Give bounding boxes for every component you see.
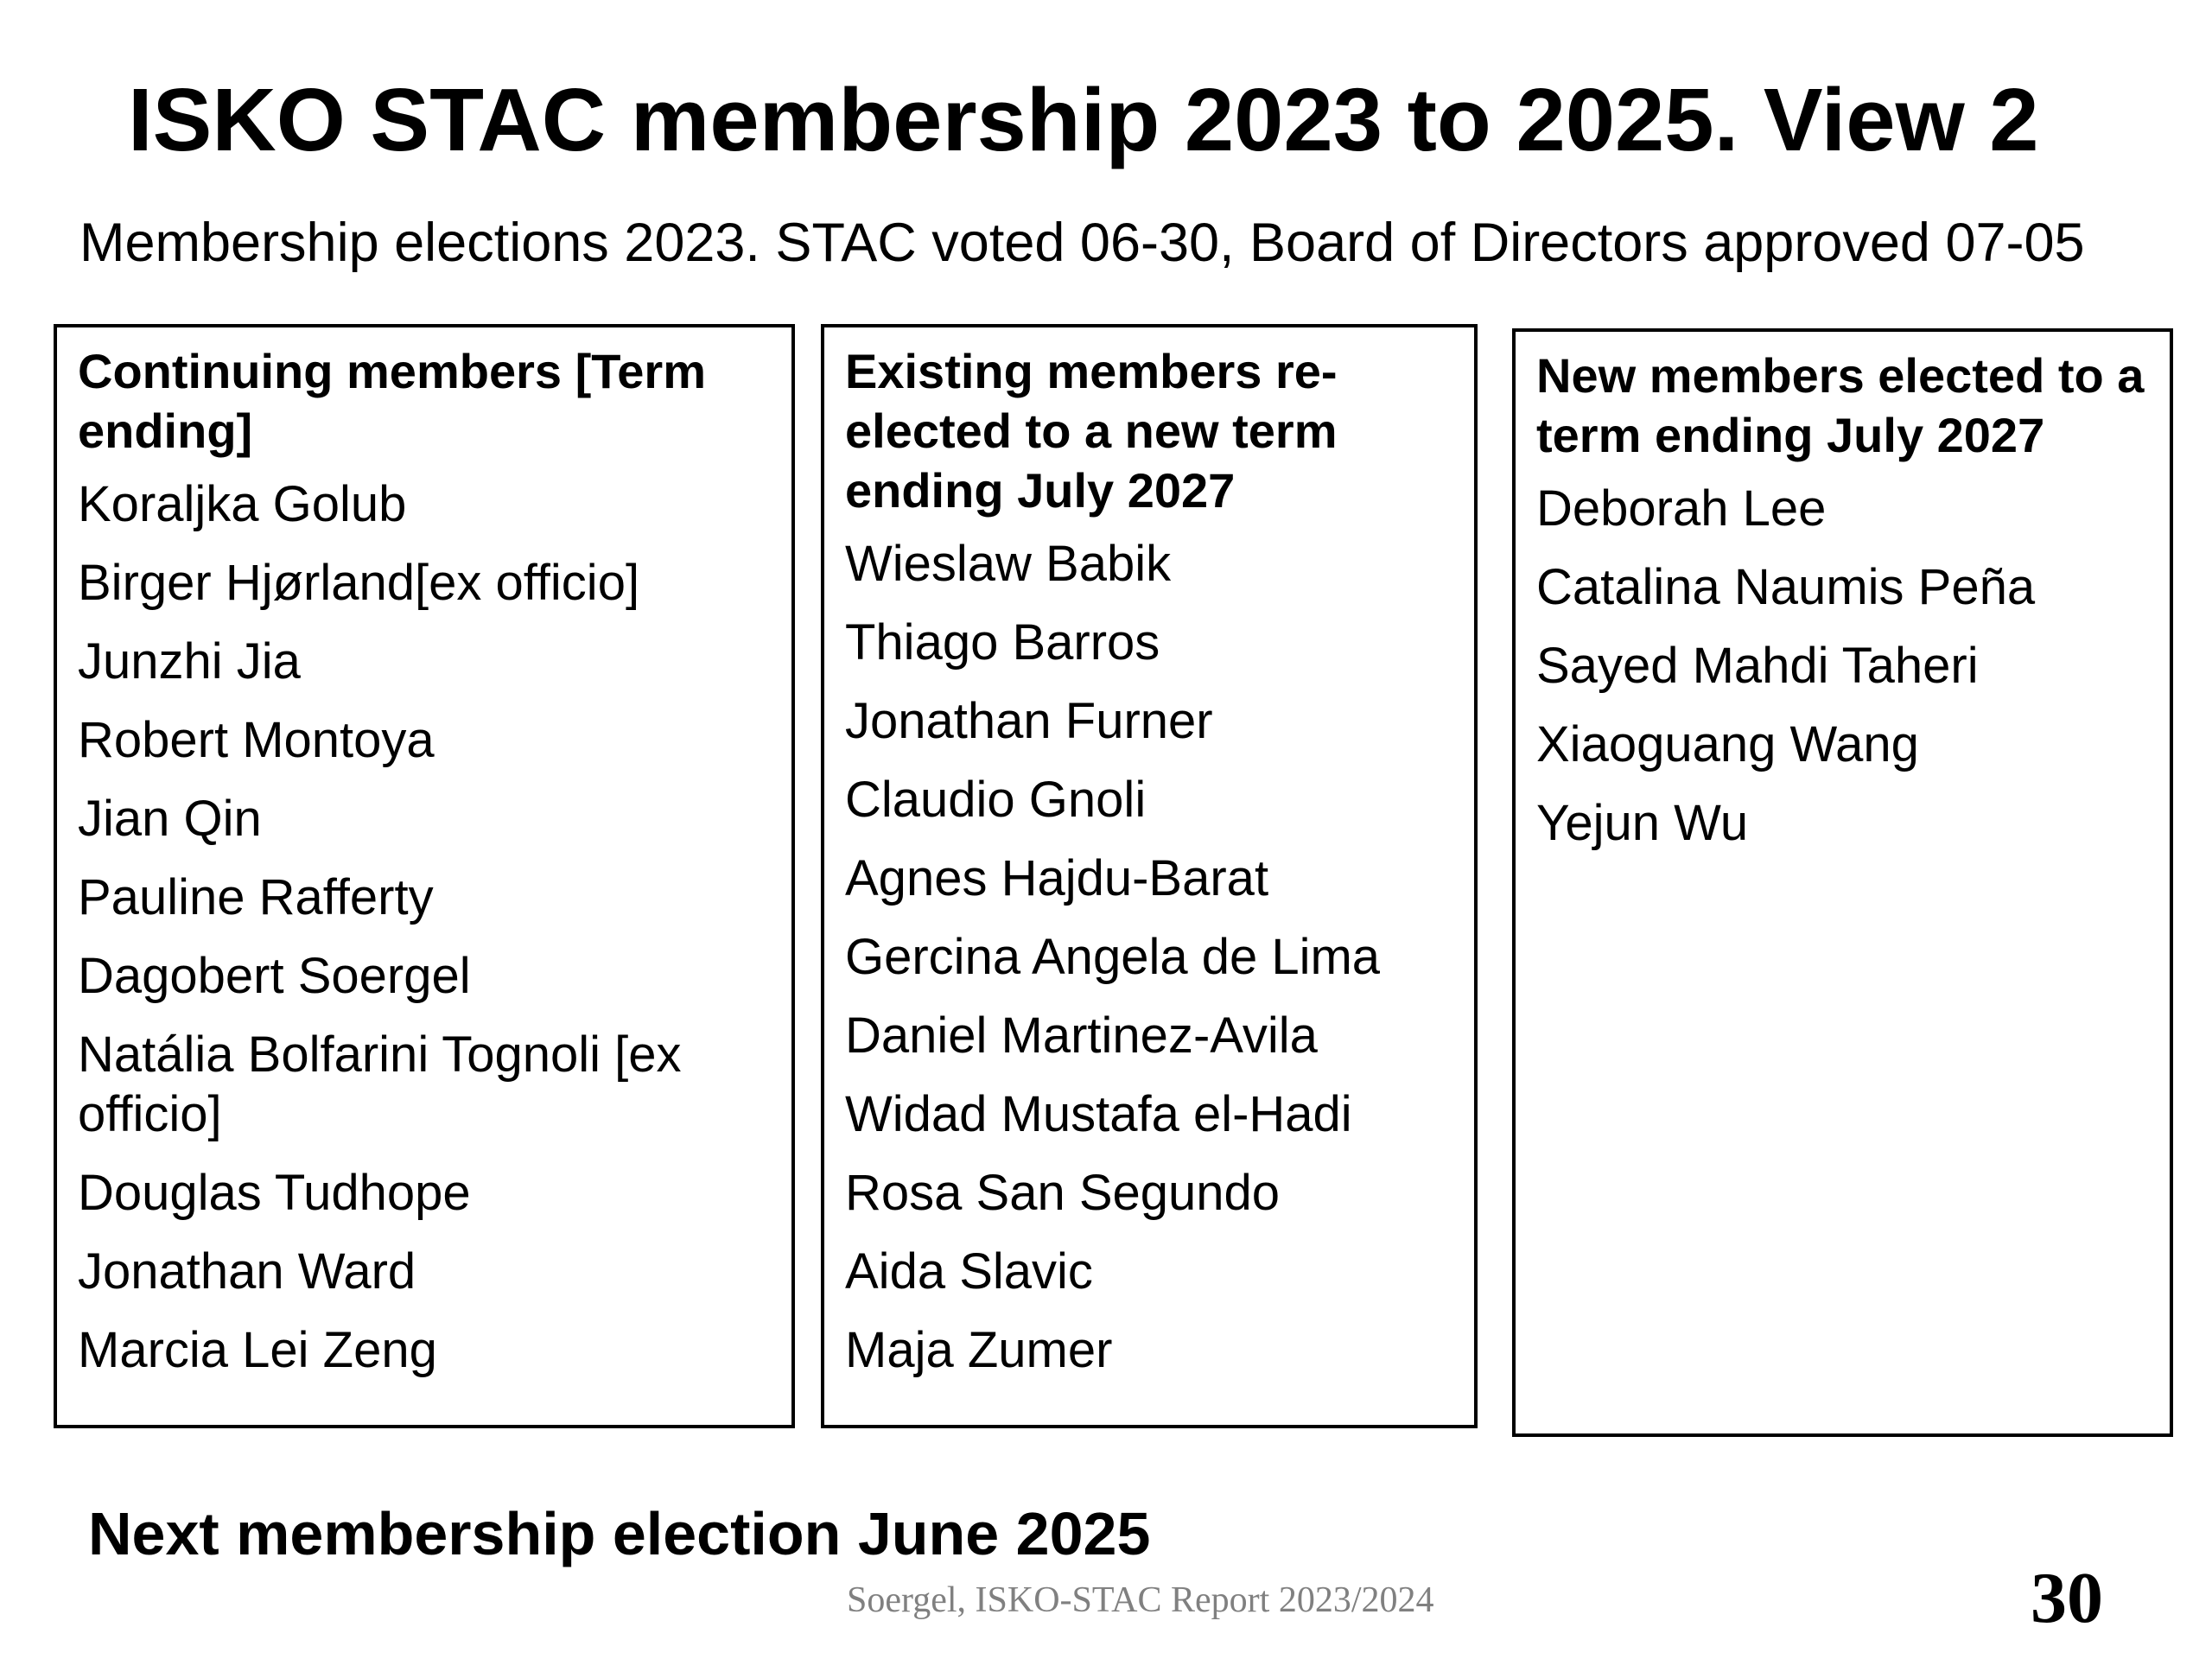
member-name: Sayed Mahdi Taheri xyxy=(1536,638,1979,694)
member-name: Natália Bolfarini Tognoli [ex officio] xyxy=(78,1027,682,1142)
member-name: Jonathan Furner xyxy=(845,693,1213,749)
member-name: Agnes Hajdu-Barat xyxy=(845,850,1269,906)
column-heading: Existing members re-elected to a new term ending July 2027 xyxy=(845,344,1338,518)
member-name: Xiaoguang Wang xyxy=(1536,716,1919,772)
member-list xyxy=(845,534,1453,1380)
member-name: Deborah Lee xyxy=(1536,480,1827,537)
member-name: Rosa San Segundo xyxy=(845,1165,1281,1221)
member-name: Claudio Gnoli xyxy=(845,772,1147,828)
member-name: Wieslaw Babik xyxy=(845,536,1172,592)
member-list xyxy=(78,474,771,1380)
member-name: Thiago Barros xyxy=(845,614,1160,671)
footer-citation: Soergel, ISKO-STAC Report 2023/2024 xyxy=(847,1580,1434,1620)
member-name: Aida Slavic xyxy=(845,1243,1093,1300)
member-name: Douglas Tudhope xyxy=(78,1165,471,1221)
member-list xyxy=(1536,479,2149,853)
column-heading: Continuing members [Term ending] xyxy=(78,344,707,458)
column-heading: New members elected to a term ending July 2027 xyxy=(1536,348,2145,462)
slide-title: ISKO STAC membership 2023 to 2025. View 2 xyxy=(128,70,2039,169)
member-name: Widad Mustafa el-Hadi xyxy=(845,1086,1352,1142)
page-number: 30 xyxy=(2031,1558,2103,1638)
member-name: Marcia Lei Zeng xyxy=(78,1322,437,1378)
member-name: Yejun Wu xyxy=(1536,795,1749,851)
member-name: Birger Hjørland[ex officio] xyxy=(78,555,640,611)
slide-subtitle: Membership elections 2023. STAC voted 06-30, Board of Directors approved 07-05 xyxy=(79,213,2085,273)
continuing-members-box xyxy=(54,324,795,1428)
member-name: Gercina Angela de Lima xyxy=(845,929,1381,985)
member-name: Dagobert Soergel xyxy=(78,948,471,1004)
member-name: Koraljka Golub xyxy=(78,476,407,532)
member-name: Catalina Naumis Peña xyxy=(1536,559,2036,615)
member-name: Pauline Rafferty xyxy=(78,869,434,925)
member-name: Maja Zumer xyxy=(845,1322,1113,1378)
next-election-note: Next membership election June 2025 xyxy=(88,1500,1151,1567)
member-name: Jian Qin xyxy=(78,791,262,847)
new-members-box xyxy=(1512,328,2173,1437)
reelected-members-box xyxy=(821,324,1478,1428)
member-name: Robert Montoya xyxy=(78,712,435,768)
member-name: Junzhi Jia xyxy=(78,633,301,690)
member-name: Daniel Martinez-Avila xyxy=(845,1007,1318,1064)
member-name: Jonathan Ward xyxy=(78,1243,416,1300)
